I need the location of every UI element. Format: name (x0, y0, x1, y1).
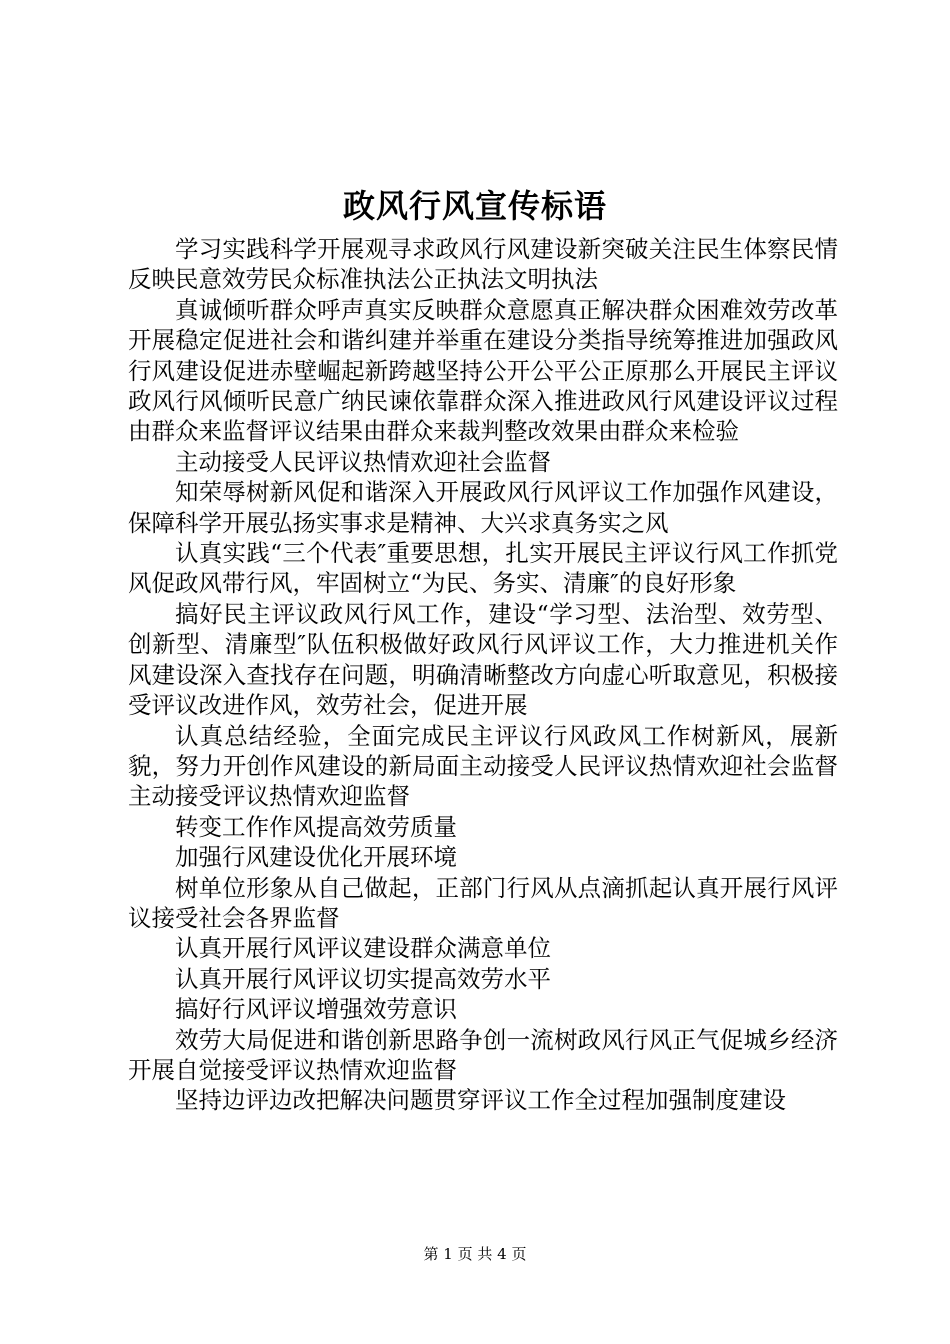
paragraph: 知荣辱树新风促和谐深入开展政风行风评议工作加强作风建设，保障科学开展弘扬实事求是精神、大兴求真务实之风 (128, 478, 838, 537)
document-body (128, 234, 838, 1116)
paragraph: 认真开展行风评议建设群众满意单位 (175, 934, 551, 963)
paragraph: 加强行风建设优化开展环境 (175, 843, 457, 872)
paragraph: 主动接受人民评议热情欢迎社会监督 (175, 447, 551, 476)
page-number: 第 1 页 共 4 页 (423, 1245, 527, 1263)
paragraph: 树单位形象从自己做起，正部门行风从点滴抓起认真开展行风评议接受社会各界监督 (128, 873, 838, 932)
paragraph: 真诚倾听群众呼声真实反映群众意愿真正解决群众困难效劳改革开展稳定促进社会和谐纠建并举重在建设分类指导统筹推进加强政风行风建设促进赤壁崛起新跨越坚持公开公平公正原那么开展民主评议政风行风倾听民意广纳民谏依靠群众深入推进政风行风建设评议过程由群众来监督评议结果由群众来裁判整改效果由群众来检验 (128, 295, 838, 446)
paragraph: 转变工作作风提高效劳质量 (175, 812, 457, 841)
paragraph: 认真开展行风评议切实提高效劳水平 (175, 964, 551, 993)
paragraph: 学习实践科学开展观寻求政风行风建设新突破关注民生体察民情反映民意效劳民众标准执法公正执法文明执法 (128, 235, 838, 294)
paragraph: 效劳大局促进和谐创新思路争创一流树政风行风正气促城乡经济开展自觉接受评议热情欢迎监督 (128, 1025, 838, 1084)
paragraph: 搞好行风评议增强效劳意识 (175, 995, 457, 1024)
paragraph: 搞好民主评议政风行风工作，建设“学习型、法治型、效劳型、创新型、清廉型″队伍积极做好政风行风评议工作，大力推进机关作风建设深入查找存在问题，明确清晰整改方向虚心听取意见，积极接受评议改进作风，效劳社会，促进开展 (128, 599, 838, 720)
paragraph: 认真实践“三个代表″重要思想，扎实开展民主评议行风工作抓党风促政风带行风，牢固树立“为民、务实、清廉″的良好形象 (128, 539, 838, 598)
paragraph: 认真总结经验，全面完成民主评议行风政风工作树新风，展新貌，努力开创作风建设的新局面主动接受人民评议热情欢迎社会监督主动接受评议热情欢迎监督 (128, 721, 838, 811)
page-title: 政风行风宣传标语 (342, 187, 607, 225)
paragraph: 坚持边评边改把解决问题贯穿评议工作全过程加强制度建设 (175, 1086, 786, 1115)
